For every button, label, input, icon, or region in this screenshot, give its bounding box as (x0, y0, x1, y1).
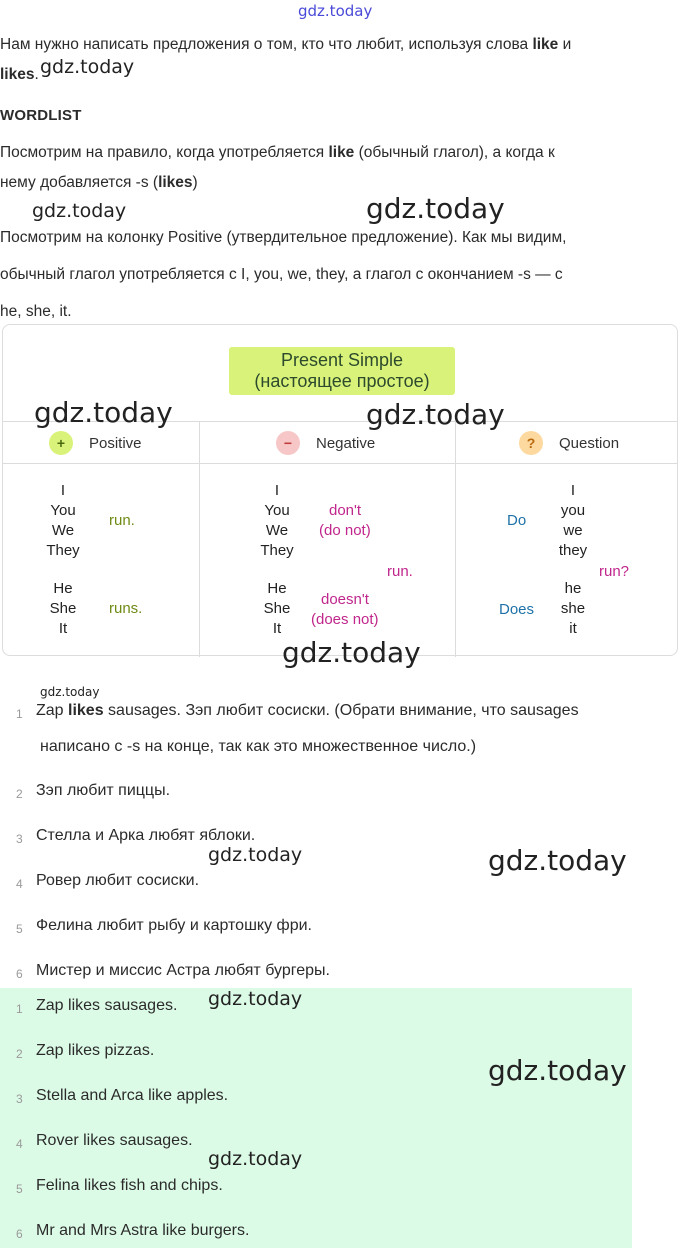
positive-pronouns-2 (33, 579, 93, 639)
header-negative (276, 429, 375, 457)
watermark-top: gdz.today (298, 2, 373, 20)
watermark: gdz.today (366, 192, 505, 225)
rule-text-end: ) (192, 174, 198, 191)
pronoun: It (272, 620, 282, 637)
positive-verb-1: run. (109, 512, 135, 529)
positive-note-line3: he, she, it. (0, 303, 72, 320)
positive-note-line1: Посмотрим на колонку Positive (утвердительное предложение). Как мы видим, (0, 229, 567, 246)
intro-dot: . (34, 66, 39, 83)
watermark: gdz.today (34, 396, 173, 429)
intro-likes: likes (0, 66, 35, 83)
pronoun: we (563, 522, 583, 539)
pronoun: You (264, 502, 290, 519)
pronoun: it (569, 620, 577, 637)
pronoun: She (263, 600, 291, 617)
title-line1: Present Simple (280, 350, 404, 370)
rule-text: Посмотрим на правило, когда употребляется (0, 144, 329, 161)
answer-text: Felina likes fish and chips. (36, 1177, 223, 1194)
item-text: Фелина любит рыбу и картошку фри. (36, 917, 312, 934)
divider (3, 463, 677, 464)
pronoun: I (60, 482, 66, 499)
watermark: gdz.today (366, 398, 505, 431)
divider (199, 421, 200, 657)
item-number: 1 (16, 707, 23, 721)
watermark: gdz.today (208, 988, 303, 1010)
item-number: 4 (16, 1137, 23, 1151)
item-text-part: Zap (36, 702, 69, 719)
question-icon: ? (519, 431, 543, 455)
item-text: Стелла и Арка любят яблоки. (36, 827, 256, 844)
answer-text: Mr and Mrs Astra like burgers. (36, 1222, 250, 1239)
rule-text-mid: (обычный глагол), а когда к (354, 144, 555, 161)
item-number: 3 (16, 1092, 23, 1106)
item-text-line2: написано с -s на конце, так как это множественное число.) (40, 738, 477, 755)
question-pronouns-2 (543, 579, 603, 639)
positive-pronouns-1 (33, 481, 93, 561)
positive-verb-2: runs. (109, 600, 143, 617)
pronoun: They (46, 542, 80, 559)
watermark: gdz.today (488, 1054, 627, 1087)
watermark: gdz.today (488, 844, 627, 877)
pronoun: She (49, 600, 77, 617)
watermark: gdz.today (32, 200, 127, 222)
negative-verb: run. (387, 563, 413, 580)
watermark: gdz.today (208, 844, 303, 866)
item-number: 4 (16, 877, 23, 891)
divider (455, 421, 456, 657)
positive-note-line2: обычный глагол употребляется с I, you, we, they, а глагол с окончанием -s — с (0, 266, 563, 283)
intro-text: Нам нужно написать предложения о том, кто что любит, используя слова (0, 36, 533, 53)
item-text: Ровер любит сосиски. (36, 872, 200, 889)
item-number: 1 (16, 1002, 23, 1016)
pronoun: he (564, 580, 582, 597)
watermark: gdz.today (40, 685, 100, 699)
pronoun: they (558, 542, 588, 559)
header-positive-label: Positive (89, 434, 142, 452)
pronoun: you (560, 502, 586, 519)
present-simple-title (229, 347, 455, 395)
item-number: 5 (16, 922, 23, 936)
pronoun: It (58, 620, 68, 637)
item-number: 6 (16, 967, 23, 981)
answer-text: Zap likes pizzas. (36, 1042, 155, 1059)
negative-aux-2: doesn't (321, 591, 369, 608)
question-pronouns-1 (543, 481, 603, 561)
present-simple-table (2, 324, 678, 656)
intro-like: like (532, 36, 559, 53)
header-question (519, 429, 619, 457)
pronoun: I (570, 482, 576, 499)
item-number: 5 (16, 1182, 23, 1196)
pronoun: He (53, 580, 73, 597)
item-number: 3 (16, 832, 23, 846)
item-text: Зэп любит пиццы. (36, 782, 171, 799)
watermark: gdz.today (208, 1148, 303, 1170)
title-line2: (настоящее простое) (254, 371, 430, 391)
header-question-label: Question (559, 434, 620, 452)
pronoun: They (260, 542, 294, 559)
negative-pronouns-1 (247, 481, 307, 561)
item-number: 2 (16, 787, 23, 801)
negative-aux-2-full: (does not) (311, 611, 379, 628)
negative-pronouns-2 (247, 579, 307, 639)
rule-like: like (328, 144, 355, 161)
rule-likes: likes (158, 174, 193, 191)
item-number: 6 (16, 1227, 23, 1241)
watermark: gdz.today (40, 56, 135, 78)
pronoun: You (50, 502, 76, 519)
plus-icon: + (49, 431, 73, 455)
item-bold: likes (68, 702, 104, 719)
item-text (36, 700, 579, 722)
watermark: gdz.today (282, 636, 421, 669)
rule-paragraph (0, 138, 680, 198)
answers-block (0, 988, 632, 1248)
item-text-part: sausages. Зэп любит сосиски. (Обрати внимание, что sausages (103, 702, 579, 719)
question-verb: run? (599, 563, 630, 580)
header-negative-label: Negative (316, 434, 376, 452)
pronoun: We (51, 522, 75, 539)
intro-and: и (558, 36, 572, 53)
item-number: 2 (16, 1047, 23, 1061)
rule-text-2: нему добавляется -s ( (0, 174, 159, 191)
pronoun: she (560, 600, 586, 617)
item-text: Мистер и миссис Астра любят бургеры. (36, 962, 330, 979)
positive-note (0, 219, 680, 330)
question-aux-1: Do (507, 512, 527, 529)
header-positive (49, 429, 142, 457)
question-aux-2: Does (499, 601, 535, 618)
minus-icon: − (276, 431, 300, 455)
negative-aux-1-full: (do not) (319, 522, 371, 539)
pronoun: We (265, 522, 289, 539)
pronoun: I (274, 482, 280, 499)
answer-text: Stella and Arca like apples. (36, 1087, 229, 1104)
negative-aux-1: don't (329, 502, 362, 519)
wordlist-heading: WORDLIST (0, 107, 82, 124)
answer-text: Zap likes sausages. (36, 997, 178, 1014)
pronoun: He (267, 580, 287, 597)
answer-text: Rover likes sausages. (36, 1132, 193, 1149)
